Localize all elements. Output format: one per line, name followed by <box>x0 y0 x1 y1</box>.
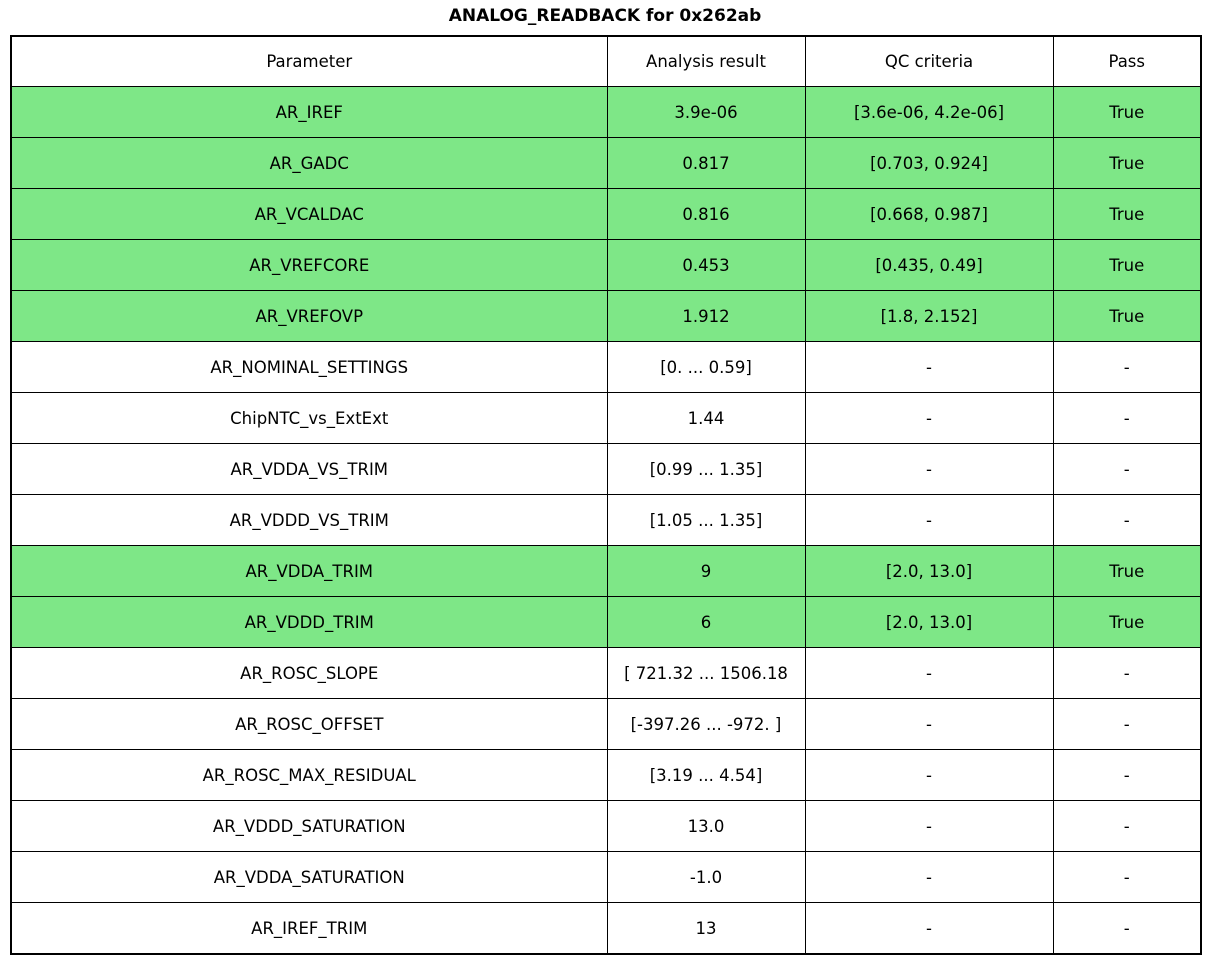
cell-analysis-result: 0.817 <box>607 138 805 189</box>
cell-pass: True <box>1053 546 1201 597</box>
table-row <box>11 699 1201 750</box>
cell-analysis-result: [0. ... 0.59] <box>607 342 805 393</box>
cell-analysis-result: [0.99 ... 1.35] <box>607 444 805 495</box>
table-header <box>11 36 1201 87</box>
cell-pass: True <box>1053 87 1201 138</box>
table-row <box>11 138 1201 189</box>
cell-qc-criteria: [0.668, 0.987] <box>805 189 1053 240</box>
cell-analysis-result: 13 <box>607 903 805 955</box>
table-row <box>11 495 1201 546</box>
cell-parameter: AR_IREF_TRIM <box>11 903 607 955</box>
cell-parameter: AR_VDDA_VS_TRIM <box>11 444 607 495</box>
cell-parameter: AR_NOMINAL_SETTINGS <box>11 342 607 393</box>
cell-qc-criteria: - <box>805 750 1053 801</box>
cell-qc-criteria: - <box>805 648 1053 699</box>
cell-analysis-result: [3.19 ... 4.54] <box>607 750 805 801</box>
cell-qc-criteria: - <box>805 903 1053 955</box>
column-header-qc-criteria: QC criteria <box>805 36 1053 87</box>
table-row <box>11 444 1201 495</box>
cell-analysis-result: 3.9e-06 <box>607 87 805 138</box>
cell-qc-criteria: - <box>805 495 1053 546</box>
cell-parameter: AR_GADC <box>11 138 607 189</box>
table-row <box>11 903 1201 955</box>
cell-analysis-result: 1.912 <box>607 291 805 342</box>
cell-pass: - <box>1053 801 1201 852</box>
table-row <box>11 750 1201 801</box>
table-row <box>11 801 1201 852</box>
cell-pass: True <box>1053 189 1201 240</box>
cell-parameter: AR_VCALDAC <box>11 189 607 240</box>
cell-pass: True <box>1053 597 1201 648</box>
cell-analysis-result: 6 <box>607 597 805 648</box>
cell-pass: - <box>1053 444 1201 495</box>
cell-parameter: AR_VDDD_SATURATION <box>11 801 607 852</box>
cell-analysis-result: -1.0 <box>607 852 805 903</box>
table-row <box>11 852 1201 903</box>
table-row <box>11 342 1201 393</box>
column-header-parameter: Parameter <box>11 36 607 87</box>
page-title: ANALOG_READBACK for 0x262ab <box>448 6 762 26</box>
cell-pass: - <box>1053 750 1201 801</box>
cell-parameter: AR_VDDD_VS_TRIM <box>11 495 607 546</box>
cell-pass: - <box>1053 852 1201 903</box>
cell-parameter: AR_ROSC_MAX_RESIDUAL <box>11 750 607 801</box>
table-body <box>11 87 1201 955</box>
column-header-pass: Pass <box>1053 36 1201 87</box>
cell-qc-criteria: [2.0, 13.0] <box>805 546 1053 597</box>
cell-analysis-result: [1.05 ... 1.35] <box>607 495 805 546</box>
cell-analysis-result: 0.453 <box>607 240 805 291</box>
cell-pass: - <box>1053 699 1201 750</box>
cell-parameter: AR_ROSC_SLOPE <box>11 648 607 699</box>
cell-qc-criteria: - <box>805 852 1053 903</box>
cell-pass: True <box>1053 291 1201 342</box>
cell-pass: True <box>1053 138 1201 189</box>
cell-parameter: AR_VDDA_TRIM <box>11 546 607 597</box>
table-row <box>11 546 1201 597</box>
cell-qc-criteria: - <box>805 393 1053 444</box>
table-row <box>11 87 1201 138</box>
cell-analysis-result: 0.816 <box>607 189 805 240</box>
cell-qc-criteria: [0.703, 0.924] <box>805 138 1053 189</box>
cell-analysis-result: [ 721.32 ... 1506.18 <box>607 648 805 699</box>
cell-parameter: AR_VREFCORE <box>11 240 607 291</box>
cell-analysis-result: [-397.26 ... -972. ] <box>607 699 805 750</box>
table-row <box>11 597 1201 648</box>
cell-qc-criteria: - <box>805 699 1053 750</box>
analog-readback-table <box>10 35 1202 955</box>
cell-analysis-result: 13.0 <box>607 801 805 852</box>
cell-pass: True <box>1053 240 1201 291</box>
cell-pass: - <box>1053 393 1201 444</box>
table-row <box>11 291 1201 342</box>
cell-parameter: AR_VREFOVP <box>11 291 607 342</box>
cell-pass: - <box>1053 495 1201 546</box>
cell-qc-criteria: [2.0, 13.0] <box>805 597 1053 648</box>
table-row <box>11 393 1201 444</box>
cell-parameter: AR_VDDA_SATURATION <box>11 852 607 903</box>
column-header-analysis-result: Analysis result <box>607 36 805 87</box>
table-header-row <box>11 36 1201 87</box>
cell-parameter: ChipNTC_vs_ExtExt <box>11 393 607 444</box>
table-row <box>11 648 1201 699</box>
cell-qc-criteria: - <box>805 801 1053 852</box>
cell-pass: - <box>1053 648 1201 699</box>
cell-analysis-result: 9 <box>607 546 805 597</box>
cell-parameter: AR_VDDD_TRIM <box>11 597 607 648</box>
cell-pass: - <box>1053 903 1201 955</box>
cell-analysis-result: 1.44 <box>607 393 805 444</box>
cell-parameter: AR_ROSC_OFFSET <box>11 699 607 750</box>
table-row <box>11 240 1201 291</box>
cell-qc-criteria: [3.6e-06, 4.2e-06] <box>805 87 1053 138</box>
table-row <box>11 189 1201 240</box>
cell-qc-criteria: [0.435, 0.49] <box>805 240 1053 291</box>
cell-pass: - <box>1053 342 1201 393</box>
cell-qc-criteria: - <box>805 444 1053 495</box>
cell-qc-criteria: - <box>805 342 1053 393</box>
cell-qc-criteria: [1.8, 2.152] <box>805 291 1053 342</box>
cell-parameter: AR_IREF <box>11 87 607 138</box>
